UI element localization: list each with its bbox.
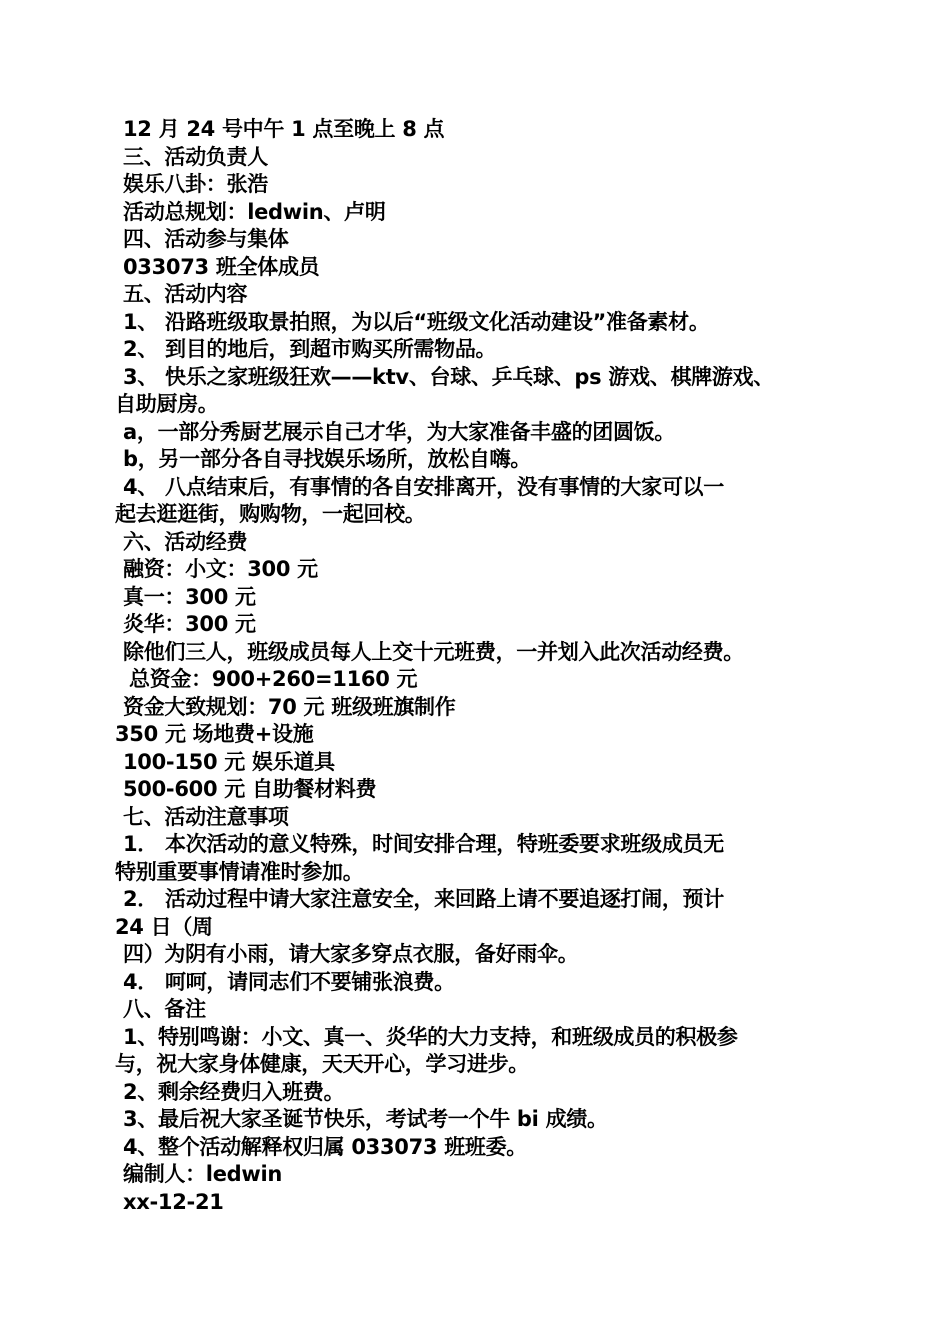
document-line: 八、备注 [123,997,206,1021]
document-line: 500-600 元 自助餐材料费 [123,777,377,801]
document-line: 350 元 场地费+设施 [115,722,314,746]
document-line: 炎华：300 元 [123,612,256,636]
document-line: 4、 八点结束后，有事情的各自安排离开，没有事情的大家可以一 [123,474,724,499]
document-line: 1、特别鸣谢：小文、真一、炎华的大力支持，和班级成员的积极参 [123,1024,738,1049]
document-line: 总资金：900+260=1160 元 [129,667,418,691]
document-line: 1． 本次活动的意义特殊，时间安排合理，特班委要求班级成员无 [123,832,724,856]
document-line: 七、活动注意事项 [123,804,289,829]
document-line: 与，祝大家身体健康，天天开心，学习进步。 [115,1052,529,1076]
document-line: 四、活动参与集体 [123,227,289,251]
document-line: 033073 班全体成员 [123,254,320,279]
document-line: b，另一部分各自寻找娱乐场所，放松自嗨。 [123,447,532,471]
document-line: 100-150 元 娱乐道具 [123,749,335,774]
document-line: 除他们三人，班级成员每人上交十元班费，一并划入此次活动经费。 [123,639,744,664]
document-line: 特别重要事情请准时参加。 [115,859,364,884]
document-line: a，一部分秀厨艺展示自己才华，为大家准备丰盛的团圆饭。 [123,419,676,444]
document-line: 3、 快乐之家班级狂欢——ktv、台球、乒乓球、ps 游戏、棋牌游戏、 [123,364,774,389]
document-line: 娱乐八卦：张浩 [123,172,268,196]
document-line: 六、活动经费 [123,529,248,554]
document-line: 3、最后祝大家圣诞节快乐，考试考一个牛 bi 成绩。 [123,1107,608,1131]
document-line: 五、活动内容 [123,282,248,306]
document-line: 自助厨房。 [115,392,219,416]
document-line: 融资：小文：300 元 [123,557,318,581]
document-line: 真一：300 元 [123,584,256,609]
document-line: 资金大致规划：70 元 班级班旗制作 [123,694,456,719]
document-line: 12 月 24 号中午 1 点至晚上 8 点 [123,117,445,141]
document-line: 2、 到目的地后，到超市购买所需物品。 [123,337,497,361]
document-line: 1、 沿路班级取景拍照，为以后“班级文化活动建设”准备素材。 [123,309,710,334]
document-line: 三、活动负责人 [123,144,268,169]
document-line: 4． 呵呵，请同志们不要铺张浪费。 [123,969,455,994]
document-line: 2． 活动过程中请大家注意安全，来回路上请不要追逐打闹，预计 [123,887,724,911]
document-line: 四）为阴有小雨，请大家多穿点衣服，备好雨伞。 [123,942,579,966]
document-line: xx-12-21 [123,1189,224,1214]
document-line: 活动总规划：ledwin、卢明 [123,199,386,224]
document-line: 编制人：ledwin [123,1162,283,1186]
document-line: 2、剩余经费归入班费。 [123,1079,345,1104]
document-line: 24 日（周 [115,914,213,939]
document-body [115,116,845,1216]
document-line: 起去逛逛街，购购物，一起回校。 [115,502,426,526]
document-line: 4、整个活动解释权归属 033073 班班委。 [123,1134,528,1159]
